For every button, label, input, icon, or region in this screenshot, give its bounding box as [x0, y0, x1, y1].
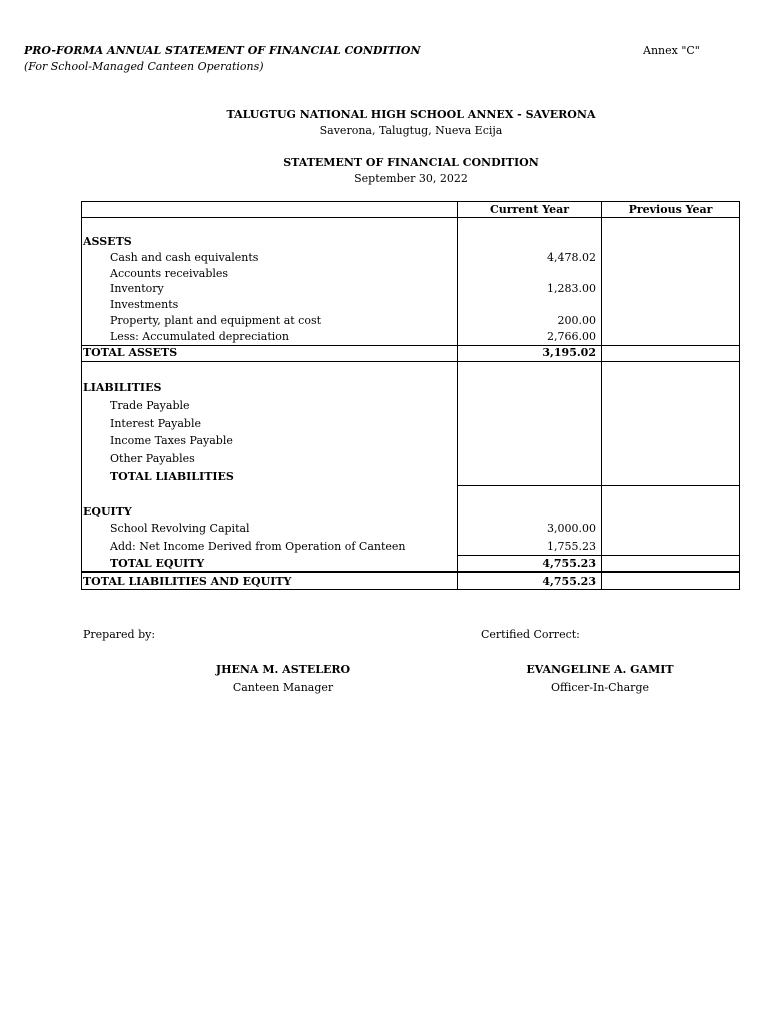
asset-label: Accounts receivables [110, 267, 229, 280]
total-liabilities-equity-value: 4,755.23 [542, 575, 596, 588]
asset-value: 1,283.00 [547, 282, 596, 295]
col-previous-year: Previous Year [628, 203, 713, 216]
form-title: PRO-FORMA ANNUAL STATEMENT OF FINANCIAL CONDITION [24, 44, 421, 57]
school-address: Saverona, Talugtug, Nueva Ecija [319, 124, 503, 137]
col-current-year: Current Year [489, 203, 570, 216]
preparer-title: Canteen Manager [232, 681, 334, 694]
asset-label: Less: Accumulated depreciation [110, 330, 289, 343]
liability-label: Income Taxes Payable [110, 434, 233, 447]
total-assets-label: TOTAL ASSETS [83, 346, 178, 359]
equity-value: 1,755.23 [547, 540, 596, 553]
total-equity-label: TOTAL EQUITY [110, 557, 205, 570]
equity-heading: EQUITY [83, 505, 132, 518]
total-assets-value: 3,195.02 [542, 346, 596, 359]
total-equity-value: 4,755.23 [542, 557, 596, 570]
asset-label: Property, plant and equipment at cost [110, 314, 322, 327]
asset-label: Cash and cash equivalents [110, 251, 259, 264]
liability-label: Trade Payable [110, 399, 190, 412]
statement-date: September 30, 2022 [354, 172, 468, 185]
asset-value: 200.00 [557, 314, 596, 327]
asset-value: 2,766.00 [547, 330, 596, 343]
certifier-title: Officer-In-Charge [550, 681, 649, 694]
equity-label: School Revolving Capital [110, 522, 250, 535]
preparer-name: JHENA M. ASTELERO [215, 663, 351, 676]
total-liabilities-equity-label: TOTAL LIABILITIES AND EQUITY [83, 575, 292, 588]
certifier-name: EVANGELINE A. GAMIT [526, 663, 674, 676]
asset-label: Investments [110, 298, 179, 311]
equity-value: 3,000.00 [547, 522, 596, 535]
statement-title: STATEMENT OF FINANCIAL CONDITION [283, 156, 539, 169]
certified-correct-label: Certified Correct: [481, 628, 580, 641]
form-subtitle: (For School-Managed Canteen Operations) [24, 60, 264, 73]
prepared-by-label: Prepared by: [83, 628, 156, 641]
liability-label: Interest Payable [110, 417, 201, 430]
liabilities-heading: LIABILITIES [83, 381, 162, 394]
total-liabilities-label: TOTAL LIABILITIES [110, 470, 234, 483]
equity-label: Add: Net Income Derived from Operation of Canteen [110, 540, 406, 553]
assets-heading: ASSETS [83, 235, 132, 248]
school-name: TALUGTUG NATIONAL HIGH SCHOOL ANNEX - SAVERONA [226, 108, 596, 121]
liability-label: Other Payables [110, 452, 195, 465]
asset-label: Inventory [110, 282, 164, 295]
asset-value: 4,478.02 [547, 251, 596, 264]
annex-label: Annex "C" [643, 44, 700, 57]
